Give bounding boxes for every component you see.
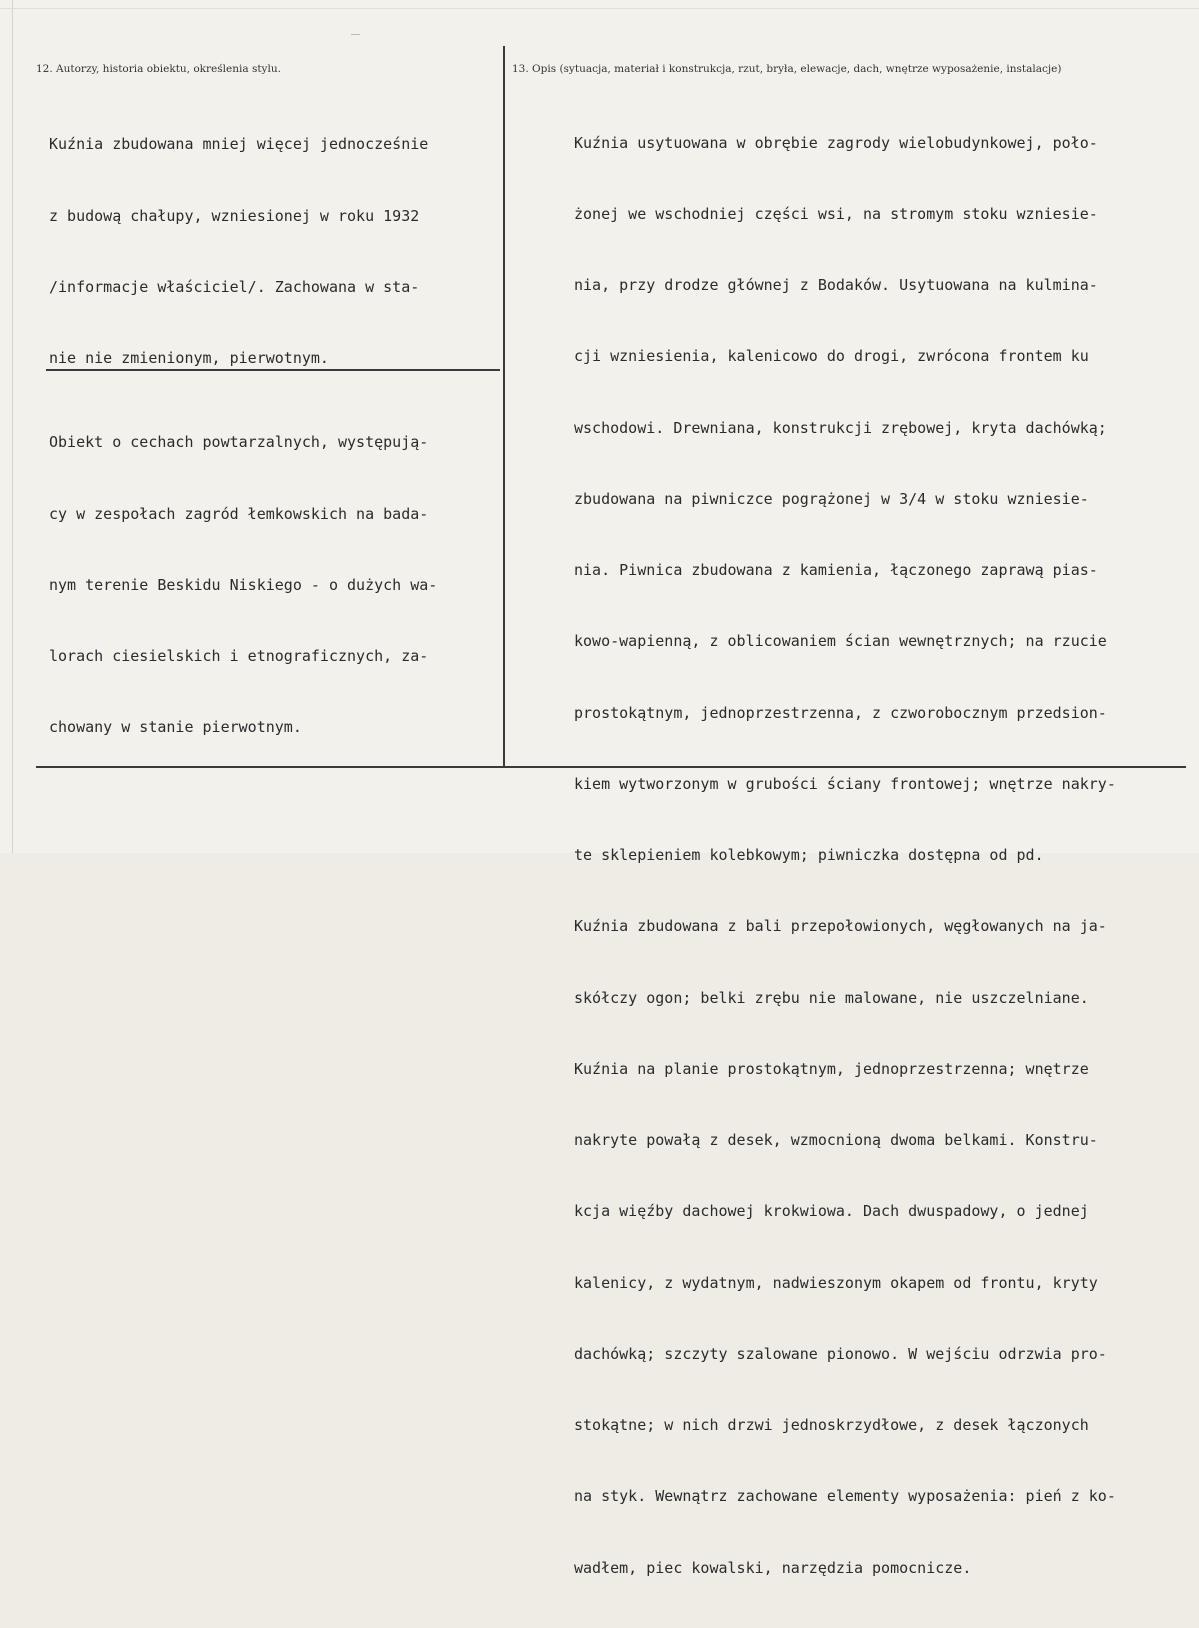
description-line: te sklepieniem kolebkowym; piwniczka dostępna od pd. (574, 846, 1044, 864)
card-edge-top (0, 8, 1199, 9)
history-text (49, 86, 428, 418)
description-line: dachówką; szczyty szalowane pionowo. W wejściu odrzwia pro- (574, 1344, 1107, 1363)
section-12-caption: 12. Autorzy, historia obiektu, określenia stylu. (36, 63, 281, 75)
description-line: Kuźnia na planie prostokątnym, jednoprzestrzenna; wnętrze (574, 1059, 1089, 1078)
history-line: z budową chałupy, wzniesionej w roku 1932 (49, 206, 420, 225)
description-line: nia, przy drodze głównej z Bodaków. Usytuowana na kulmina- (574, 276, 1098, 294)
history-line: nie nie zmienionym, pierwotnym. (49, 348, 329, 367)
assessment-line: nym terenie Beskidu Niskiego - o dużych wa- (49, 575, 438, 594)
assessment-line: Obiekt o cechach powtarzalnych, występują- (49, 433, 429, 452)
history-line: Kuźnia zbudowana mniej więcej jednocześnie (49, 135, 429, 154)
description-line: stokątne; w nich drzwi jednoskrzydłowe, z desek łączonych (574, 1416, 1089, 1434)
description-line: cji wzniesienia, kalenicowo do drogi, zwrócona frontem ku (574, 347, 1089, 366)
description-line: kiem wytworzonym w grubości ściany frontowej; wnętrze nakry- (574, 774, 1116, 793)
description-line: wadłem, piec kowalski, narzędzia pomocnicze. (574, 1558, 972, 1577)
description-line: kalenicy, z wydatnym, nadwieszonym okapem od frontu, kryty (574, 1273, 1098, 1292)
card-edge-left (12, 0, 13, 853)
description-line: nakryte powałą z desek, wzmocnioną dwoma belkami. Konstru- (574, 1131, 1098, 1149)
description-text (574, 84, 1116, 1628)
section-13-caption: 13. Opis (sytuacja, materiał i konstrukcja, rzut, bryła, elewacje, dach, wnętrze wyposażenie, instalacje) (512, 63, 1062, 75)
assessment-line: lorach ciesielskich i etnograficznych, za- (49, 646, 429, 665)
column-divider (503, 46, 505, 768)
assessment-line: cy w zespołach zagród łemkowskich na bada- (49, 504, 429, 523)
description-line: zbudowana na piwniczce pogrążonej w 3/4 w stoku wzniesie- (574, 489, 1089, 508)
description-line: skółczy ogon; belki zrębu nie malowane, nie uszczelniane. (574, 988, 1089, 1007)
assessment-text (49, 384, 437, 787)
description-line: nia. Piwnica zbudowana z kamienia, łączonego zaprawą pias- (574, 561, 1098, 579)
history-line: /informacje właściciel/. Zachowana w sta- (49, 277, 420, 296)
description-line: kowo-wapienną, z oblicowaniem ścian wewnętrznych; na rzucie (574, 632, 1107, 651)
description-line: wschodowi. Drewniana, konstrukcji zrębowej, kryta dachówką; (574, 418, 1107, 437)
description-line: prostokątnym, jednoprzestrzenna, z czworobocznym przedsion- (574, 703, 1107, 722)
description-line: Kuźnia usytuowana w obrębie zagrody wielobudynkowej, poło- (574, 133, 1098, 152)
assessment-line: chowany w stanie pierwotnym. (49, 717, 302, 736)
description-line: Kuźnia zbudowana z bali przepołowionych, węgłowanych na ja- (574, 917, 1107, 936)
pencil-mark (351, 34, 360, 35)
description-line: kcja więźby dachowej krokwiowa. Dach dwuspadowy, o jednej (574, 1202, 1089, 1221)
description-line: na styk. Wewnątrz zachowane elementy wyposażenia: pień z ko- (574, 1487, 1116, 1506)
description-line: żonej we wschodniej części wsi, na stromym stoku wzniesie- (574, 204, 1098, 223)
